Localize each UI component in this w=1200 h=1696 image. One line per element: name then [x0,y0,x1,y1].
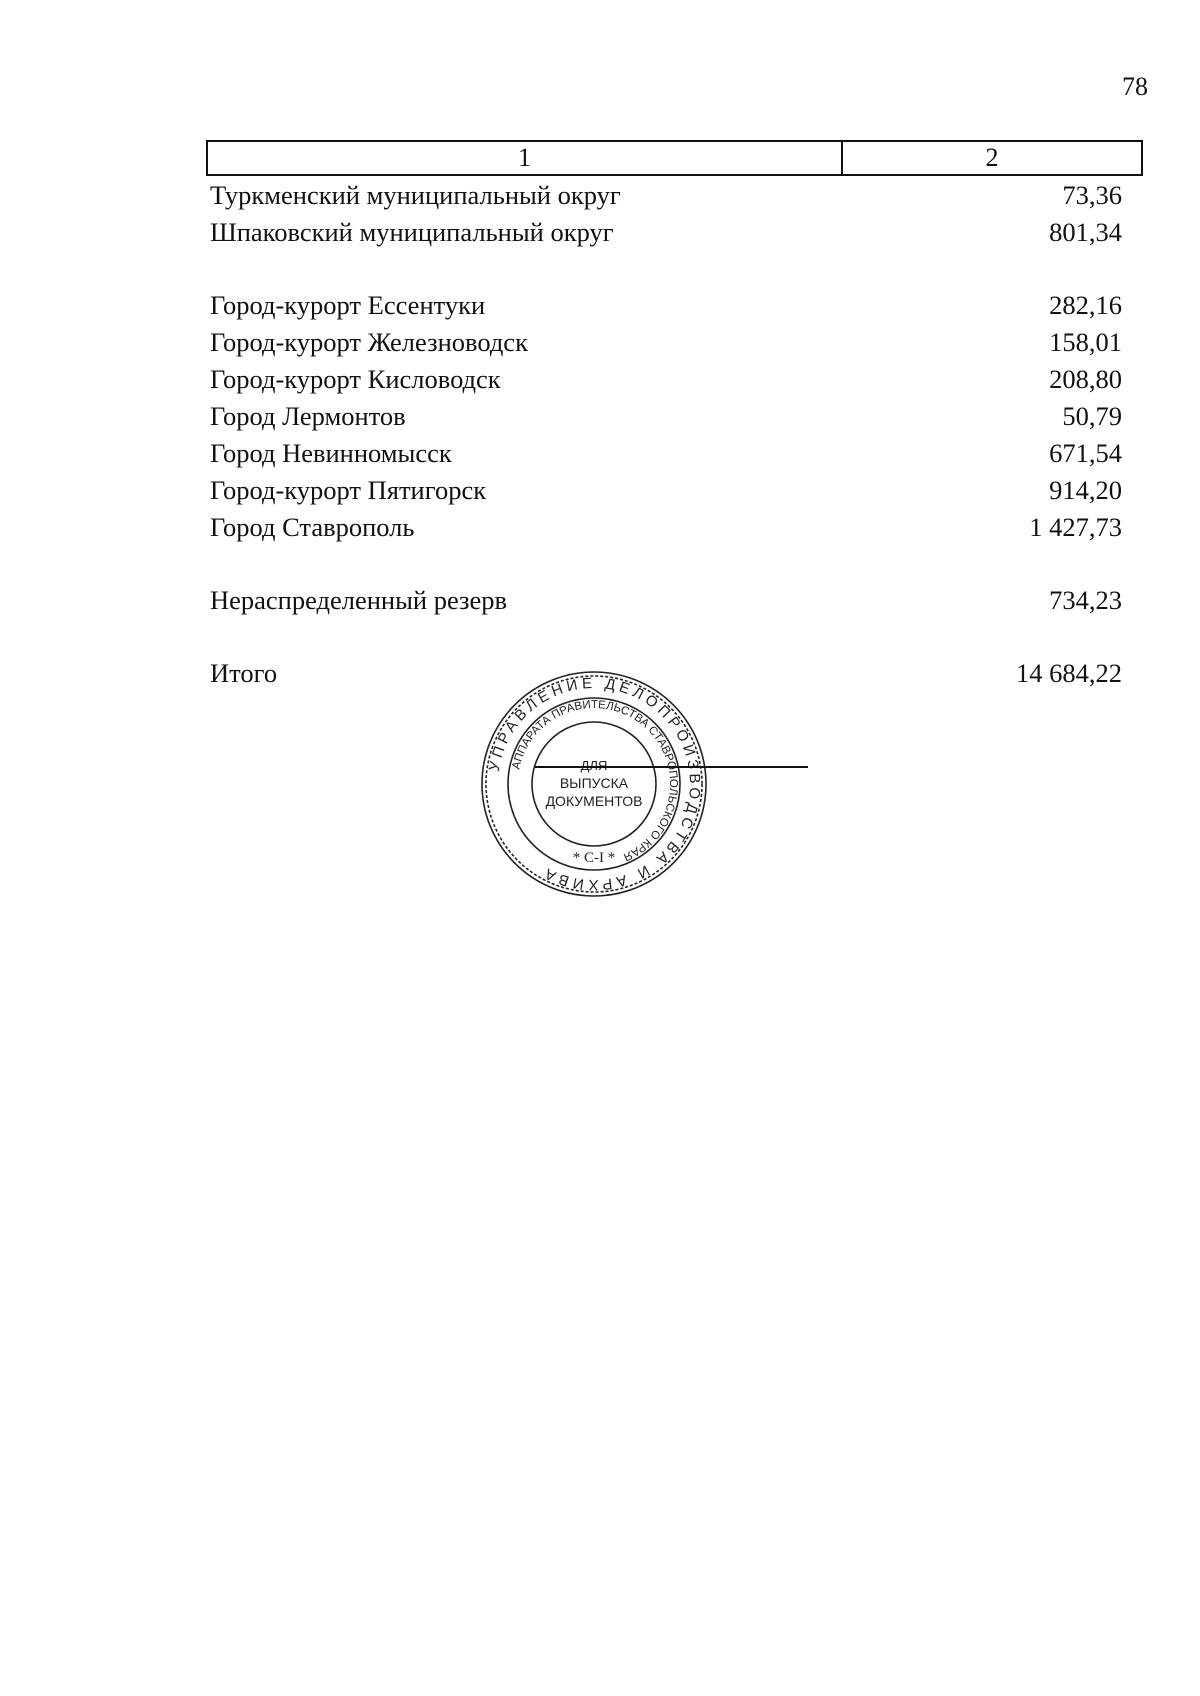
row-name: Город-курорт Кисловодск [210,364,501,394]
table-header-col-2: 2 [985,143,999,172]
official-seal-stamp [478,668,710,900]
row-name: Город-курорт Железноводск [210,327,528,357]
seal-center-line-1: ДЛЯ [580,758,608,773]
row-value: 914,20 [1049,475,1122,505]
signature-line [535,766,808,768]
reserve-row [210,582,1122,619]
table-row [210,509,1122,546]
row-value: 208,80 [1049,364,1122,394]
seal-code: * С-I * [572,850,616,866]
reserve-value: 734,23 [1049,585,1122,615]
row-name: Город Невинномысск [210,438,452,468]
row-value: 50,79 [1062,401,1122,431]
seal-center-line-2: ВЫПУСКА [559,775,629,791]
table-row [210,214,1122,251]
row-value: 671,54 [1049,438,1122,468]
seal-inner-text: АППАРАТА ПРАВИТЕЛЬСТВА СТАВРОПОЛЬСКОГО КРАЯ [510,698,680,863]
seal-center-line-3: ДОКУМЕНТОВ [545,793,643,809]
table-row [210,177,1122,214]
seal-outer-text: УПРАВЛЕНИЕ ДЕЛОПРОИЗВОДСТВА И АРХИВА [485,674,704,894]
row-name: Город-курорт Пятигорск [210,475,487,505]
row-value: 158,01 [1049,327,1122,357]
seal-graphic [478,668,710,900]
table-row [210,324,1122,361]
row-name: Город-курорт Ессентуки [210,290,486,320]
table-row [210,435,1122,472]
table-header [206,140,1143,176]
allocation-table [210,177,1122,692]
table-row [210,361,1122,398]
row-value: 282,16 [1049,290,1122,320]
row-value: 801,34 [1049,217,1122,247]
total-value: 14 684,22 [1016,658,1122,688]
table-row [210,398,1122,435]
table-row [210,472,1122,509]
row-value: 73,36 [1062,180,1122,210]
row-name: Город Ставрополь [210,512,415,542]
table-header-col-1: 1 [208,142,843,174]
row-name: Шпаковский муниципальный округ [210,217,614,247]
row-name: Город Лермонтов [210,401,406,431]
page-number: 78 [1122,72,1148,101]
table-row [210,287,1122,324]
row-value: 1 427,73 [1029,512,1122,542]
row-name: Туркменский муниципальный округ [210,180,621,210]
reserve-label: Нераспределенный резерв [210,585,508,615]
total-label: Итого [210,658,278,688]
